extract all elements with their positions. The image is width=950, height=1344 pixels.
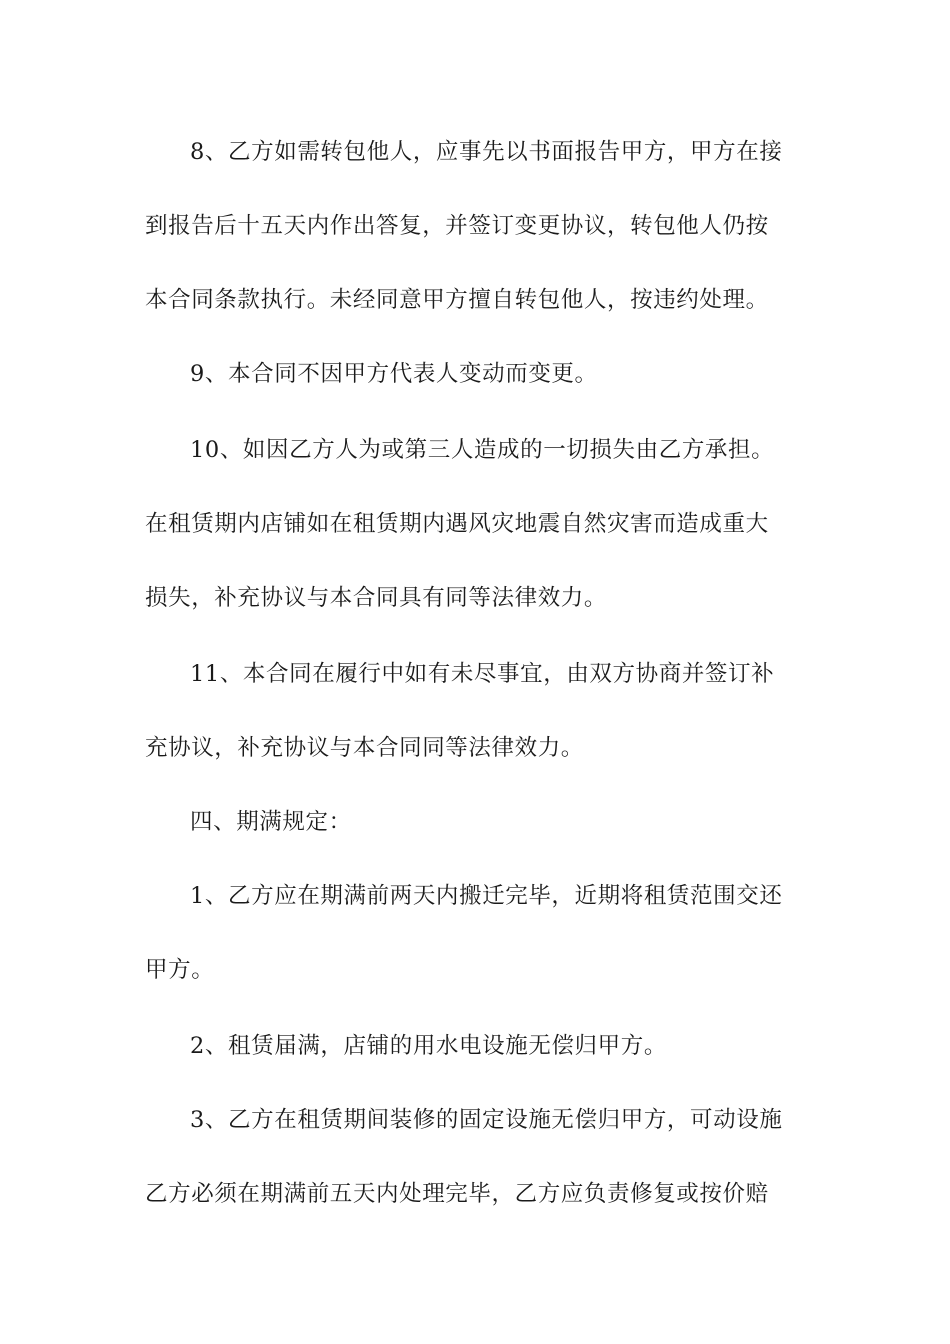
- paragraph-line: 9、本合同不因甲方代表人变动而变更。: [190, 361, 598, 387]
- section-heading: 四、期满规定：: [190, 809, 352, 835]
- paragraph-line: 到报告后十五天内作出答复，并签订变更协议，转包他人仍按: [145, 213, 769, 239]
- paragraph-line: 8、乙方如需转包他人，应事先以书面报告甲方，甲方在接: [190, 139, 783, 165]
- paragraph-line: 2、租赁届满，店铺的用水电设施无偿归甲方。: [190, 1033, 667, 1059]
- paragraph-line: 11、本合同在履行中如有未尽事宜，由双方协商并签订补: [190, 661, 775, 687]
- paragraph-line: 充协议，补充协议与本合同同等法律效力。: [145, 735, 584, 761]
- paragraph-line: 在租赁期内店铺如在租赁期内遇风灾地震自然灾害而造成重大: [145, 511, 769, 537]
- paragraph-line: 1、乙方应在期满前两天内搬迁完毕，近期将租赁范围交还: [190, 883, 783, 909]
- paragraph-line: 甲方。: [145, 957, 215, 983]
- paragraph-line: 3、乙方在租赁期间装修的固定设施无偿归甲方，可动设施: [190, 1107, 783, 1133]
- paragraph-line: 10、如因乙方人为或第三人造成的一切损失由乙方承担。: [190, 437, 775, 463]
- paragraph-line: 乙方必须在期满前五天内处理完毕，乙方应负责修复或按价赔: [145, 1181, 769, 1207]
- paragraph-line: 损失，补充协议与本合同具有同等法律效力。: [145, 585, 608, 611]
- paragraph-line: 本合同条款执行。未经同意甲方擅自转包他人，按违约处理。: [145, 287, 769, 313]
